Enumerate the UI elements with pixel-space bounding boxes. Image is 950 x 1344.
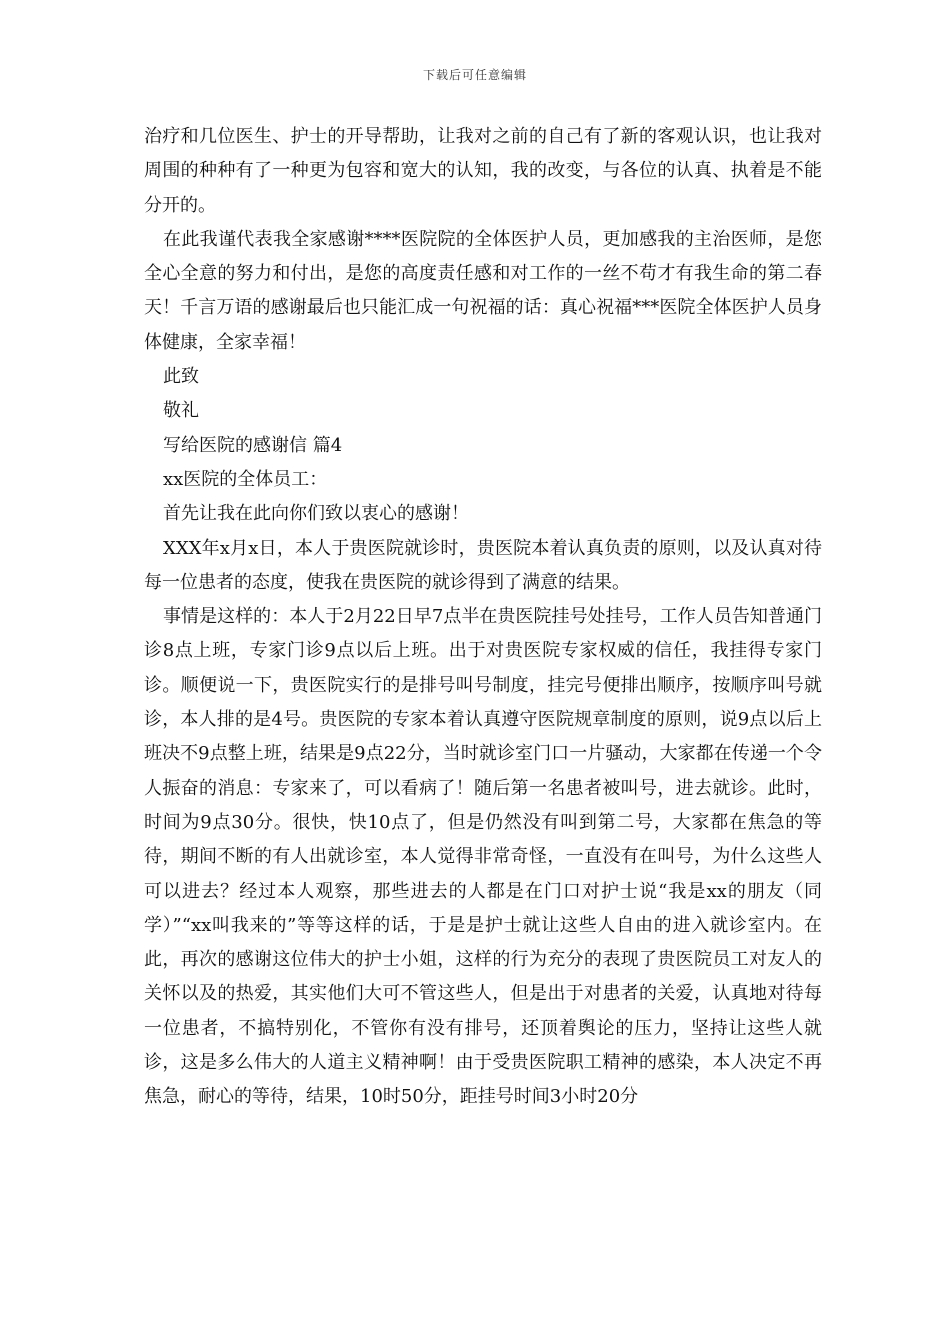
paragraph-visit: XXX年x月x日，本人于贵医院就诊时，贵医院本着认真负责的原则，以及认真对待每一位患者的态度，使我在贵医院的就诊得到了满意的结果。 <box>144 537 822 593</box>
letter-recipient: xx医院的全体员工： <box>163 468 328 490</box>
document-body <box>144 120 822 1115</box>
closing-salutation-2: 敬礼 <box>163 400 199 422</box>
closing-salutation-1: 此致 <box>163 366 199 388</box>
paragraph-continuation: 治疗和几位医生、护士的开导帮助，让我对之前的自己有了新的客观认识，也让我对周围的种种有了一种更为包容和宽大的认知，我的改变，与各位的认真、执着是不能分开的。 <box>144 126 822 216</box>
section-title: 写给医院的感谢信 篇4 <box>163 434 343 456</box>
paragraph-story: 事情是这样的：本人于2月22日早7点半在贵医院挂号处挂号，工作人员告知普通门诊8点上班，专家门诊9点以后上班。出于对贵医院专家权威的信任，我挂得专家门诊。顺便说一下，贵医院实行的是排号叫号制度，挂完号便排出顺序，按顺序叫号就诊，本人排的是4号。贵医院的专家本着认真遵守医院规章制度的原则，说9点以后上班决不9点整上班，结果是9点22分，当时就诊室门口一片骚动，大家都在传递一个令人振奋的消息：专家来了，可以看病了！随后第一名患者被叫号，进去就诊。此时，时间为9点30分。很快，快10点了，但是仍然没有叫到第二号，大家都在焦急的等待，期间不断的有人出就诊室，本人觉得非常奇怪，一直没有在叫号，为什么这些人可以进去？经过本人观察，那些进去的人都是在门口对护士说“我是xx的朋友（同学）”“xx叫我来的”等等这样的话，于是是护士就让这些人自由的进入就诊室内。在此，再次的感谢这位伟大的护士小姐，这样的行为充分的表现了贵医院员工对友人的关怀以及的热爱，其实他们大可不管这些人，但是出于对患者的关爱，认真地对待每一位患者，不搞特别化，不管你有没有排号，还顶着舆论的压力，坚持让这些人就诊，这是多么伟大的人道主义精神啊！由于受贵医院职工精神的感染，本人决定不再焦急，耐心的等待，结果，10时50分，距挂号时间3小时20分 <box>144 606 822 1108</box>
page-header: 下载后可任意编辑 <box>422 68 527 82</box>
paragraph-thanks: 在此我谨代表我全家感谢****医院院的全体医护人员，更加感我的主治医师，是您全心全意的努力和付出，是您的高度责任感和对工作的一丝不苟才有我生命的第二春天！千言万语的感谢最后也只能汇成一句祝福的话：真心祝福***医院全体医护人员身体健康，全家幸福！ <box>144 228 822 353</box>
paragraph-opening: 首先让我在此向你们致以衷心的感谢！ <box>163 503 469 525</box>
